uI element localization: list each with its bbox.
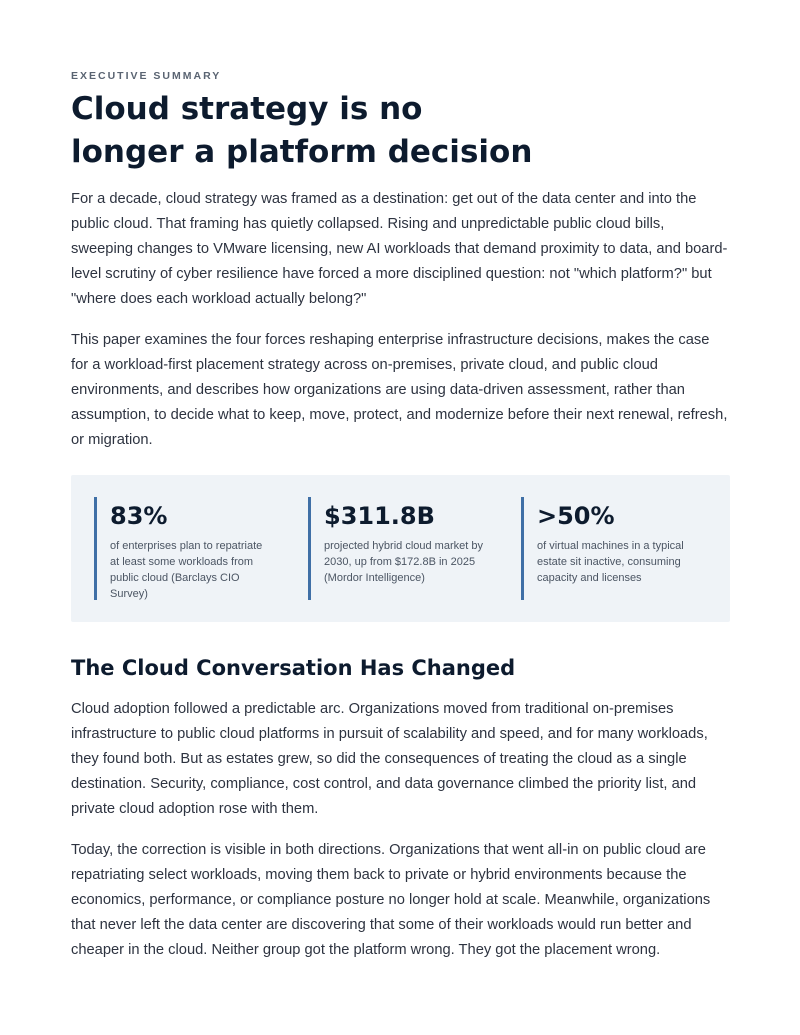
stat-caption: of enterprises plan to repatriate at least some workloads from public cloud (Barclays CIO Survey) bbox=[110, 540, 263, 600]
stat-caption: of virtual machines in a typical estate sit inactive, consuming capacity and licenses bbox=[537, 540, 684, 584]
stat-value: $311.8B bbox=[324, 502, 435, 530]
summary-paragraph-1: For a decade, cloud strategy was framed as a destination: get out of the data center and into the public cloud. That framing has quietly collapsed. Rising and unpredictable public cloud bills, sweeping changes to VMware licensing, new AI workloads that demand proximity to data, and board-level scrutiny of cyber resilience have forced a more disciplined question: not "which platform?" but "where does each workload actually belong?" bbox=[71, 191, 728, 307]
stats-panel bbox=[71, 475, 730, 622]
section-eyebrow: EXECUTIVE SUMMARY bbox=[71, 70, 222, 82]
stat-value: 83% bbox=[110, 502, 168, 530]
page-title-line-2: longer a platform decision bbox=[71, 134, 533, 170]
stat-card-inactive-vms bbox=[521, 497, 700, 600]
section-paragraph-2: Today, the correction is visible in both directions. Organizations that went all-in on public cloud are repatriating select workloads, moving them back to private or hybrid environments because the economics, performance, or compliance posture no longer hold at scale. Meanwhile, organizations that never left the data center are discovering that some of their workloads would run better and cheaper in the cloud. Neither group got the platform wrong. They got the placement wrong. bbox=[71, 842, 711, 958]
summary-paragraph-2: This paper examines the four forces reshaping enterprise infrastructure decisions, makes the case for a workload-first placement strategy across on-premises, private cloud, and public cloud environments, and describes how organizations are using data-driven assessment, rather than assumption, to decide what to keep, move, protect, and modernize before their next renewal, refresh, or migration. bbox=[71, 332, 728, 448]
section-heading: The Cloud Conversation Has Changed bbox=[71, 656, 516, 680]
stat-card-hybrid-market bbox=[308, 497, 487, 600]
stat-caption: projected hybrid cloud market by 2030, up from $172.8B in 2025 (Mordor Intelligence) bbox=[324, 540, 483, 584]
page-title-line-1: Cloud strategy is no bbox=[71, 91, 423, 127]
section-paragraph-1: Cloud adoption followed a predictable arc. Organizations moved from traditional on-premises infrastructure to public cloud platforms in pursuit of scalability and speed, and for many workloads, they found both. But as estates grew, so did the consequences of treating the cloud as a single destination. Security, compliance, cost control, and data governance climbed the priority list, and private cloud adoption rose with them. bbox=[71, 701, 708, 817]
stat-card-repatriation bbox=[94, 497, 273, 600]
page-title bbox=[71, 88, 551, 174]
stat-value: >50% bbox=[537, 502, 615, 530]
